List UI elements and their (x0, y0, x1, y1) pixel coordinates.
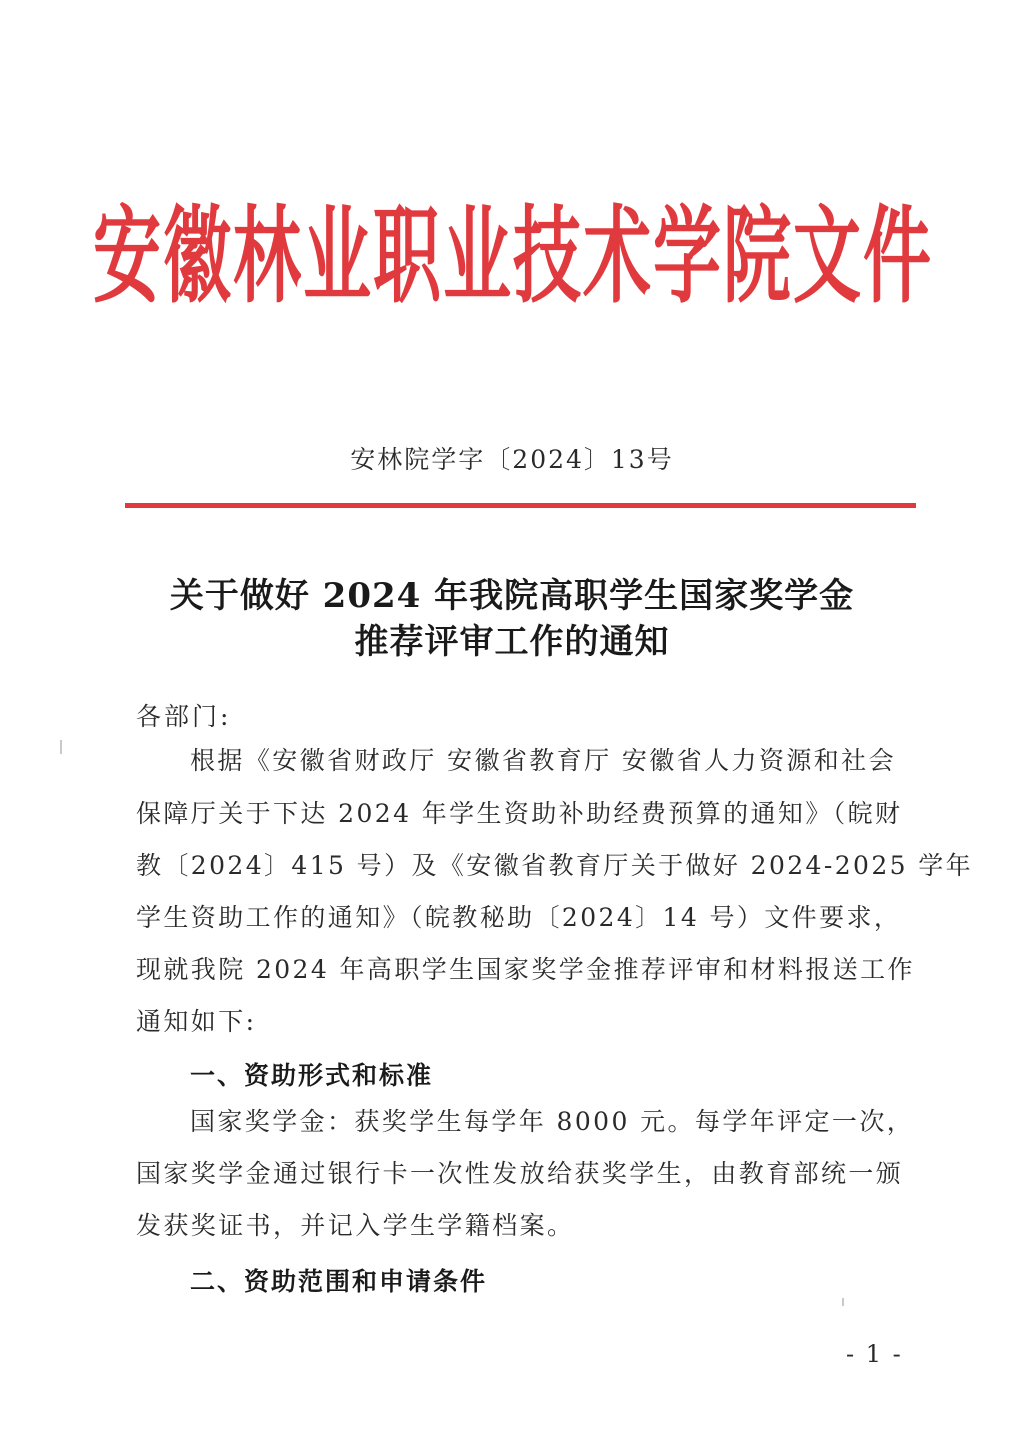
intro-line: 保障厅关于下达 2024 年学生资助补助经费预算的通知》（皖财 (136, 799, 903, 828)
masthead-title: 安徽林业职业技术学院文件 (93, 196, 934, 319)
section-1-line: 发获奖证书，并记入学生学籍档案。 (136, 1211, 575, 1240)
salutation: 各部门: (136, 702, 232, 731)
scan-speck (60, 740, 62, 754)
notice-title-line-2: 推荐评审工作的通知 (354, 622, 670, 662)
section-1-line: 国家奖学金：获奖学生每学年 8000 元。每学年评定一次， (190, 1107, 915, 1136)
section-heading-1: 一、资助形式和标准 (190, 1061, 434, 1090)
red-divider-rule (125, 503, 916, 508)
intro-line: 现就我院 2024 年高职学生国家奖学金推荐评审和材料报送工作 (136, 955, 915, 984)
notice-title-line-1: 关于做好 2024 年我院高职学生国家奖学金 (169, 576, 855, 616)
masthead (93, 178, 934, 319)
section-heading-2: 二、资助范围和申请条件 (190, 1267, 488, 1296)
intro-line: 通知如下: (136, 1007, 257, 1036)
intro-line: 教〔2024〕415 号）及《安徽省教育厅关于做好 2024-2025 学年 (136, 851, 974, 880)
page-number: - 1 - (846, 1340, 903, 1368)
scan-speck (842, 1298, 844, 1306)
section-1-line: 国家奖学金通过银行卡一次性发放给获奖学生，由教育部统一颁 (136, 1159, 904, 1188)
document-number: 安林院学字〔2024〕13号 (350, 445, 674, 474)
intro-line: 根据《安徽省财政厅 安徽省教育厅 安徽省人力资源和社会 (190, 746, 896, 775)
intro-line: 学生资助工作的通知》（皖教秘助〔2024〕14 号）文件要求， (136, 903, 902, 932)
